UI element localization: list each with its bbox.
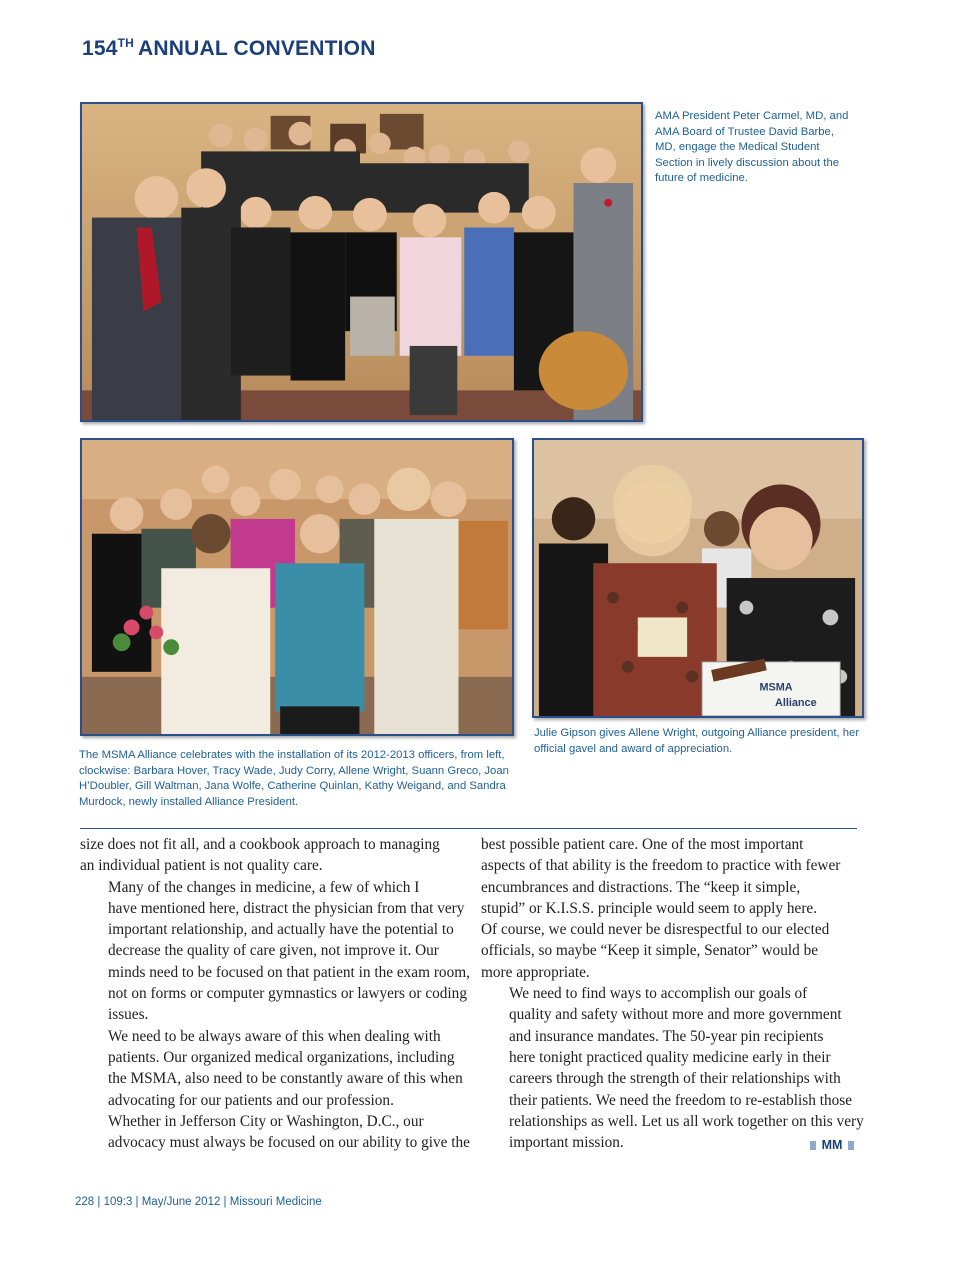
article-line: Of course, we could never be disrespectful to our elected	[481, 921, 830, 939]
article-paragraph	[80, 834, 470, 877]
article-line: important relationship, and actually have the potential to	[108, 921, 454, 939]
article-line: decrease the quality of care given, not improve it. Our	[108, 942, 439, 960]
caption-line: Barbe, MD, engage the Medical	[655, 125, 834, 153]
article-line: patients. Our organized medical organizations, including	[108, 1048, 455, 1066]
article-paragraph	[80, 877, 470, 1026]
photo-gavel-presentation	[532, 438, 864, 718]
end-mark-logo: MM	[810, 1138, 854, 1153]
caption-alliance-officers	[79, 748, 519, 810]
article-paragraph	[80, 1026, 470, 1111]
caption-line: Student Section in lively discussion	[655, 141, 820, 169]
caption-line: The MSMA Alliance celebrates with the installation of its 2012-2013 officers, from	[79, 749, 484, 761]
caption-line: AMA President Peter Carmel, MD,	[655, 110, 827, 122]
article-line: encumbrances and distractions. The “keep it simple,	[481, 878, 801, 896]
article-line: officials, so maybe “Keep it simple, Senator” would be	[481, 942, 819, 960]
article-line: and insurance mandates. The 50-year pin recipients	[509, 1027, 824, 1045]
article-line: more appropriate.	[481, 963, 590, 981]
photo-medical-student-section-image	[82, 104, 641, 420]
heading-number: 154	[82, 37, 118, 60]
article-line: not on forms or computer gymnastics or lawyers or coding	[108, 985, 467, 1003]
article-line: advocacy must always be focused on our ability to give the	[108, 1134, 470, 1152]
caption-line: about the future of medicine.	[655, 156, 840, 184]
article-line: Many of the changes in medicine, a few of which I	[108, 878, 420, 896]
photo-alliance-officers-image	[82, 440, 512, 734]
article-left-column	[80, 834, 470, 1153]
article-line: best possible patient care. One of the most important	[481, 836, 804, 853]
caption-line: Weigand, and Sandra Murdock, newly installed Alliance President.	[79, 780, 506, 808]
article-line: their patients. We need the freedom to re-establish those	[509, 1091, 852, 1109]
article-line: minds need to be focused on that patient in the exam room,	[108, 963, 470, 981]
photo-medical-student-section	[80, 102, 643, 422]
caption-line: Greco, Joan H’Doubler, Gill Waltman, Jana Wolfe, Catherine Quinlan, Kathy	[79, 764, 509, 792]
article-line: relationships as well. Let us all work together on this very	[509, 1112, 864, 1130]
article-paragraph	[481, 983, 864, 1153]
heading-superscript: TH	[117, 36, 135, 50]
heading-title: ANNUAL CONVENTION	[138, 37, 376, 60]
article-line: careers through the strength of their relationships with	[509, 1070, 841, 1088]
article-line: We need to find ways to accomplish our goals of	[509, 985, 808, 1003]
caption-line: and AMA Board of Trustee David	[655, 110, 849, 138]
article-line: the MSMA, also need to be constantly aware of this when	[108, 1070, 463, 1088]
caption-medical-student-section	[655, 109, 855, 187]
article-line: important mission.	[509, 1134, 624, 1152]
article-paragraph	[481, 834, 861, 983]
page-footer: 228 | 109:3 | May/June 2012 | Missouri Medicine	[75, 1196, 322, 1208]
article-line: aspects of that ability is the freedom to practice with fewer	[481, 857, 841, 875]
caption-line: Julie Gipson gives Allene Wright, outgoing Alliance	[534, 727, 787, 739]
article-line: size does not fit all, and a cookbook approach to managing	[80, 836, 440, 853]
article-line: quality and safety without more and more government	[509, 1006, 842, 1024]
photo-gavel-presentation-image	[534, 440, 862, 716]
article-line: have mentioned here, distract the physician from that very	[108, 899, 465, 917]
article-line: issues.	[108, 1006, 149, 1024]
caption-line: president, her official gavel and award of appreciation.	[534, 727, 860, 755]
article-line: advocating for our patients and our profession.	[108, 1091, 394, 1109]
article-line: We need to be always aware of this when dealing with	[108, 1027, 441, 1045]
article-right-column	[481, 834, 864, 1153]
award-plaque-logo: MSMA	[759, 681, 793, 694]
article-line: Whether in Jefferson City or Washington, D.C., our	[108, 1112, 424, 1130]
award-plaque-name: Alliance	[774, 697, 817, 710]
article-line: here tonight practiced quality medicine early in their	[509, 1048, 831, 1066]
article-line: an individual patient is not quality care.	[80, 857, 323, 875]
section-heading	[82, 36, 376, 61]
caption-line: left, clockwise: Barbara Hover, Tracy Wade, Judy Corry, Allene Wright, Suann	[79, 749, 505, 777]
caption-gavel-presentation	[534, 726, 864, 757]
article-line: stupid” or K.I.S.S. principle would seem to apply here.	[481, 899, 818, 917]
photo-alliance-officers	[80, 438, 514, 736]
article-divider	[80, 828, 857, 829]
article-paragraph	[80, 1111, 470, 1154]
